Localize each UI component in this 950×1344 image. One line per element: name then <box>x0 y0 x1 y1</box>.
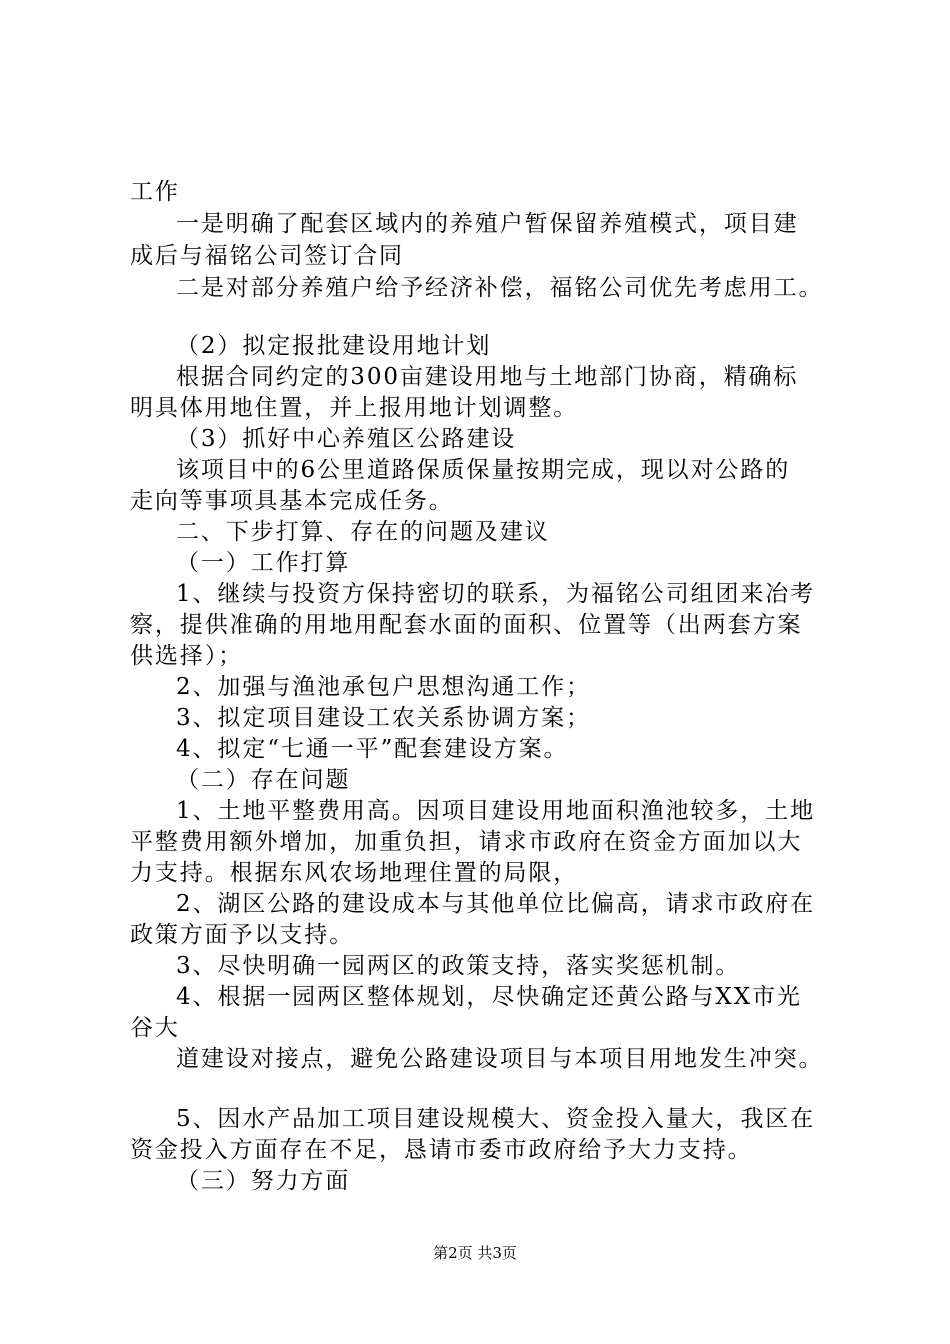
text-line: 察，提供准确的用地用配套水面的面积、位置等（出两套方案 <box>130 612 803 638</box>
section-heading: 二、下步打算、存在的问题及建议 <box>176 519 550 545</box>
text-line: 3、拟定项目建设工农关系协调方案； <box>176 705 591 731</box>
text-line: 力支持。根据东风农场地理住置的局限， <box>130 860 579 886</box>
text-line: 明具体用地住置，并上报用地计划调整。 <box>130 395 579 421</box>
text-line: 谷大 <box>130 1015 180 1041</box>
section-heading: （一）工作打算 <box>176 550 351 576</box>
text-line: 5、因水产品加工项目建设规模大、资金投入量大，我区在 <box>176 1106 816 1132</box>
text-line: 4、根据一园两区整体规划，尽快确定还黄公路与XX市光 <box>176 984 802 1010</box>
text-line: 一是明确了配套区域内的养殖户暂保留养殖模式，项目建 <box>176 211 799 237</box>
section-heading: （2）拟定报批建设用地计划 <box>176 333 492 359</box>
section-heading: （二）存在问题 <box>176 767 351 793</box>
text-line: 道建设对接点，避免公路建设项目与本项目用地发生冲突。 <box>176 1046 824 1072</box>
page-footer: 第2页 共3页 <box>433 1244 517 1262</box>
section-heading: （三）努力方面 <box>176 1168 351 1194</box>
text-line: 3、尽快明确一园两区的政策支持，落实奖惩机制。 <box>176 953 741 979</box>
text-line: 工作 <box>130 179 180 205</box>
text-line: 走向等事项具基本完成任务。 <box>130 488 454 514</box>
section-heading: （3）抓好中心养殖区公路建设 <box>176 426 517 452</box>
text-line: 平整费用额外增加，加重负担，请求市政府在资金方面加以大 <box>130 829 803 855</box>
text-line: 成后与福铭公司签订合同 <box>130 243 404 269</box>
text-line: 供选择）； <box>130 643 243 669</box>
text-line: 二是对部分养殖户给予经济补偿，福铭公司优先考虑用工。 <box>176 275 824 301</box>
text-line: 2、湖区公路的建设成本与其他单位比偏高，请求市政府在 <box>176 891 816 917</box>
text-line: 根据合同约定的300亩建设用地与土地部门协商，精确标 <box>176 364 799 390</box>
text-line: 2、加强与渔池承包户思想沟通工作； <box>176 674 591 700</box>
text-line: 资金投入方面存在不足，恳请市委市政府给予大力支持。 <box>130 1137 753 1163</box>
text-line: 1、继续与投资方保持密切的联系，为福铭公司组团来冶考 <box>176 581 816 607</box>
text-line: 该项目中的6公里道路保质保量按期完成，现以对公路的 <box>176 457 791 483</box>
text-line: 4、拟定“七通一平”配套建设方案。 <box>176 736 569 762</box>
text-line: 政策方面予以支持。 <box>130 922 355 948</box>
text-line: 1、土地平整费用高。因项目建设用地面积渔池较多，土地 <box>176 798 816 824</box>
